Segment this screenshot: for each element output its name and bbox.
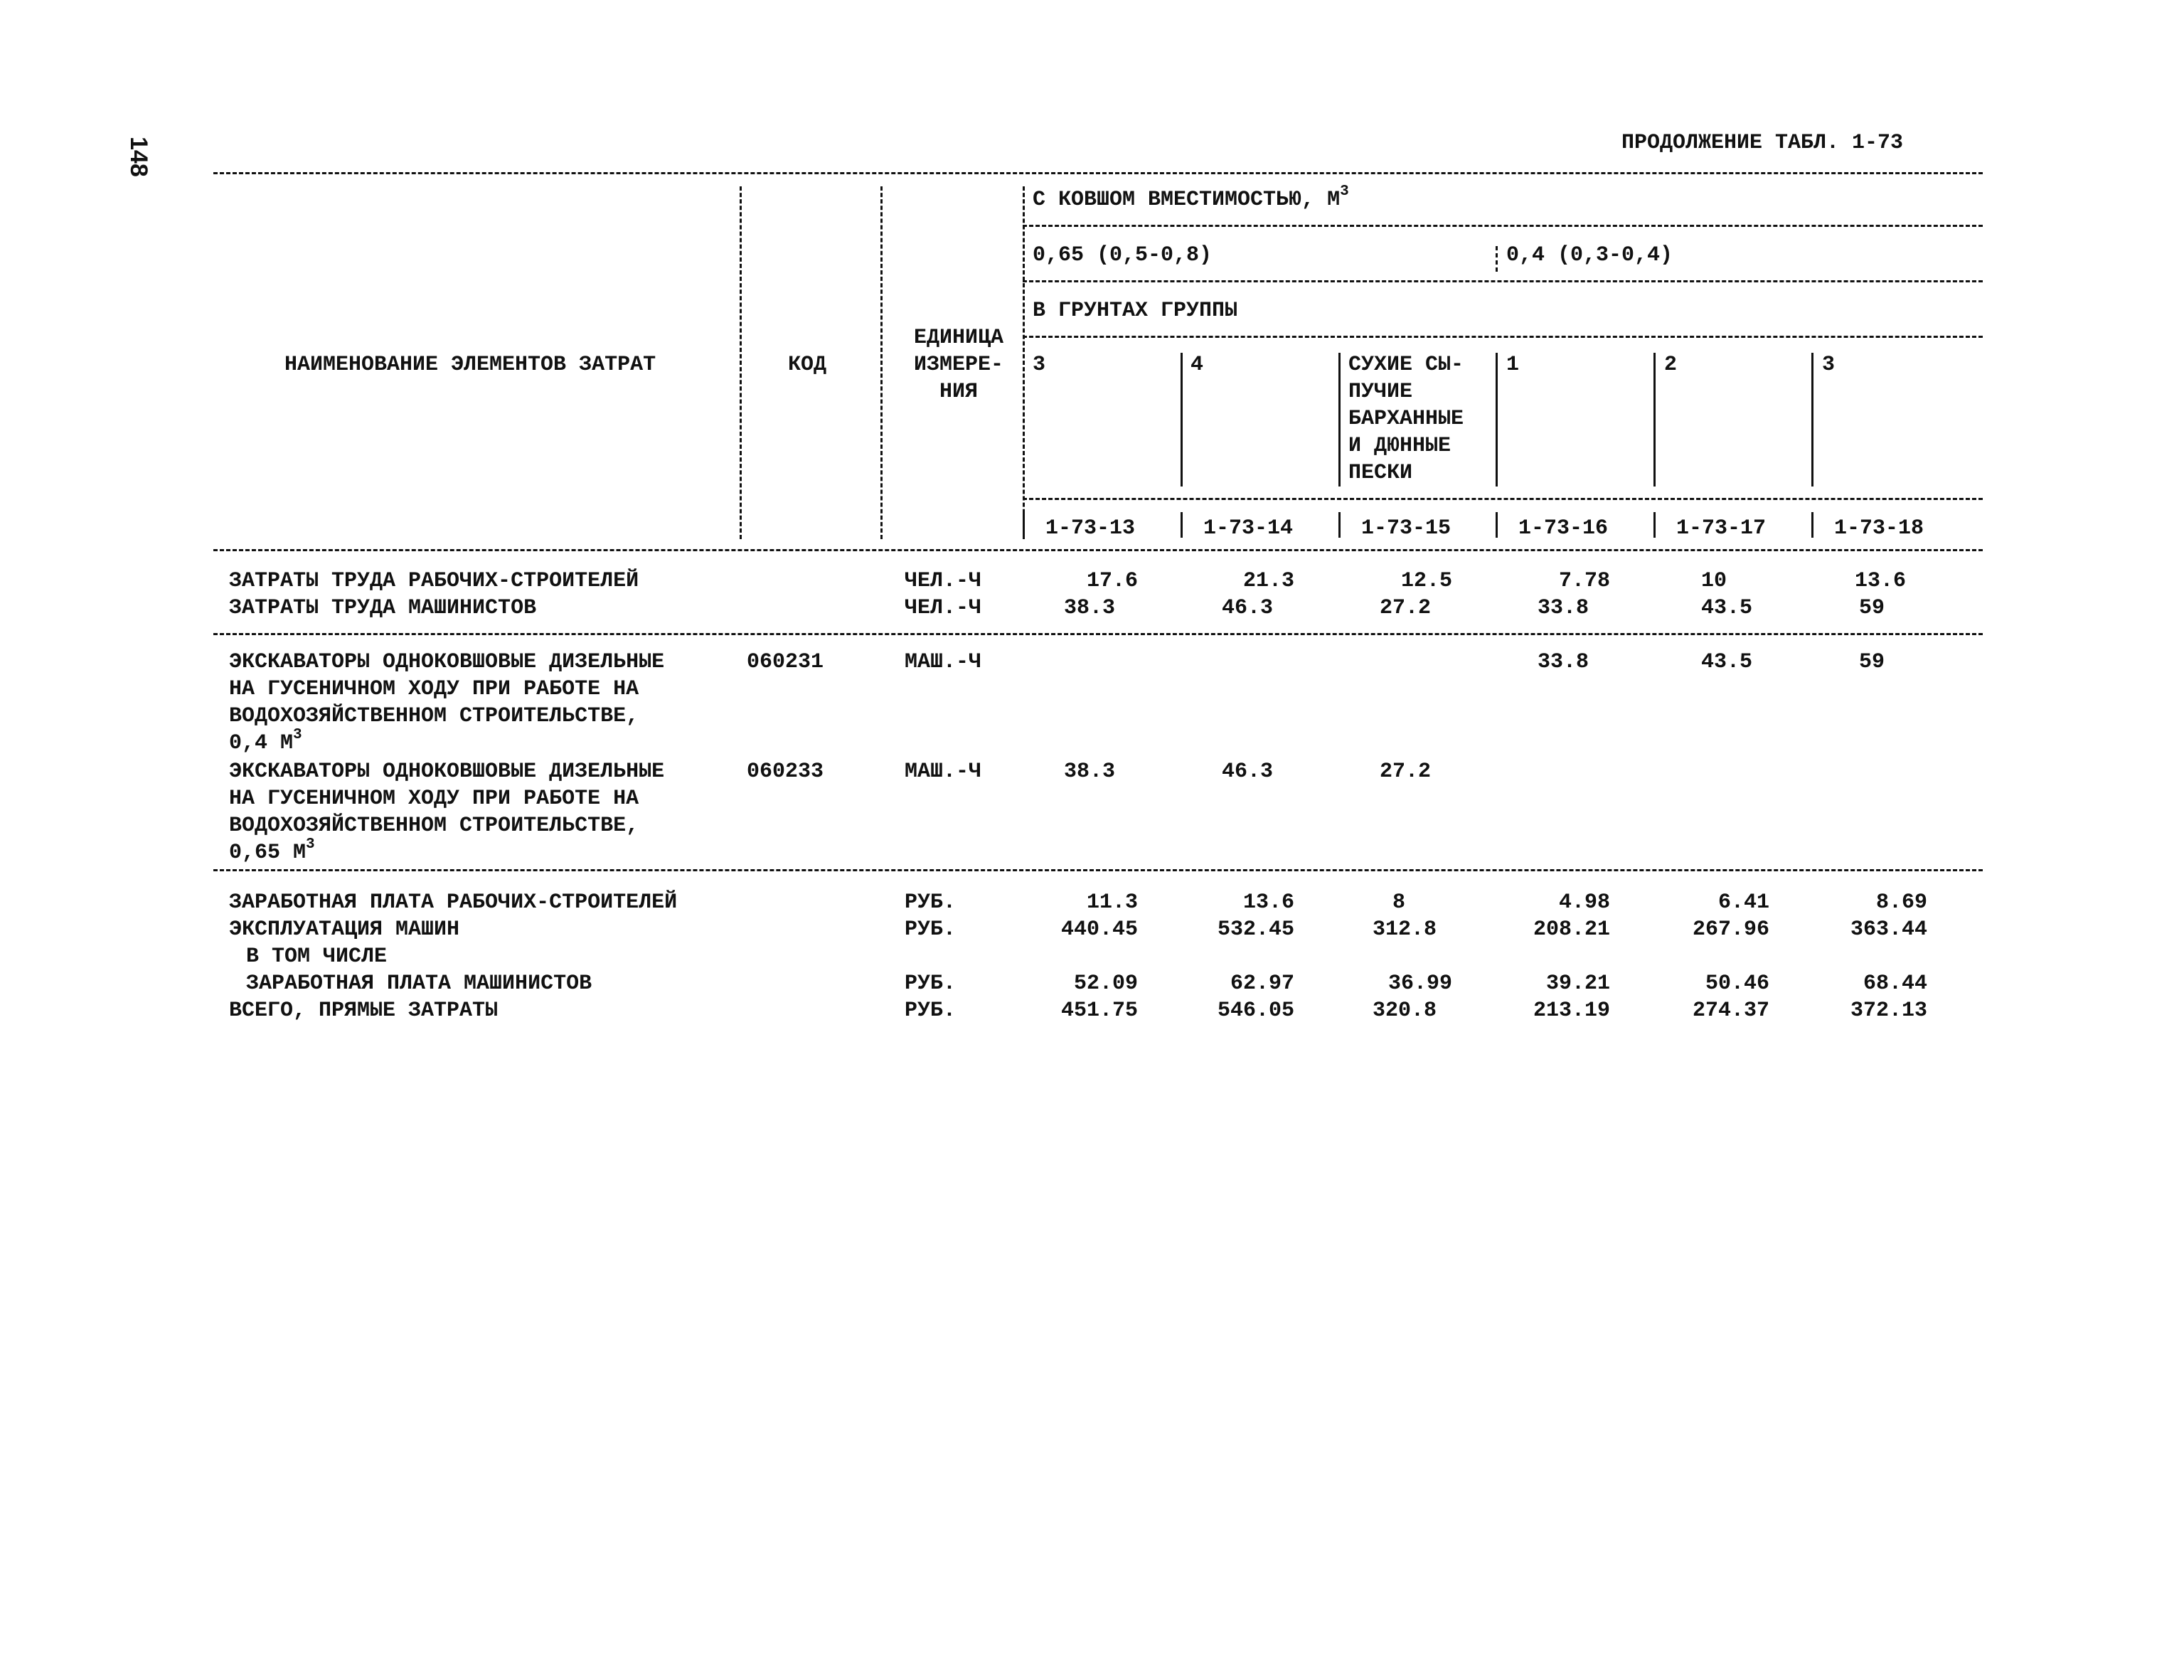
code-1-73-16: 1-73-16: [1518, 516, 1609, 541]
row-name: ВСЕГО, ПРЯМЫЕ ЗАТРАТЫ: [229, 999, 499, 1023]
cell: 8: [1392, 890, 1406, 915]
header-sand-line-3: БАРХАННЫЕ: [1348, 407, 1464, 431]
cell: 52.09: [1073, 972, 1138, 996]
row-name: ЗАТРАТЫ ТРУДА МАШИНИСТОВ: [229, 596, 537, 620]
code-1-73-13: 1-73-13: [1045, 516, 1136, 541]
header-name: НАИМЕНОВАНИЕ ЭЛЕМЕНТОВ ЗАТРАТ: [284, 353, 656, 377]
row-unit: МАШ.-Ч: [905, 650, 982, 674]
cell: 43.5: [1701, 650, 1753, 674]
header-sand-line-4: И ДЮННЫЕ: [1348, 434, 1451, 458]
header-bucket-capacity: С КОВШОМ ВМЕСТИМОСТЬЮ, $М^3$: [1033, 184, 1349, 212]
row-unit: РУБ.: [905, 999, 957, 1023]
cell: 12.5: [1400, 569, 1452, 593]
header-rule-1: [1023, 225, 1983, 227]
cell: 312.8: [1372, 918, 1437, 942]
cell: 46.3: [1222, 596, 1274, 620]
row-unit: РУБ.: [905, 918, 957, 942]
cell: 6.41: [1717, 890, 1769, 915]
cell: 532.45: [1217, 918, 1294, 942]
cell: 50.46: [1705, 972, 1769, 996]
row-unit: МАШ.-Ч: [905, 760, 982, 784]
subtotal-label: В ТОМ ЧИСЛЕ: [246, 945, 388, 969]
cell: 33.8: [1538, 650, 1589, 674]
header-soil-group: В ГРУНТАХ ГРУППЫ: [1033, 299, 1238, 323]
col-sep-g1: [1496, 353, 1498, 487]
cell: 39.21: [1545, 972, 1610, 996]
cell: 27.2: [1380, 760, 1432, 784]
cell: 451.75: [1060, 999, 1138, 1023]
cell: 546.05: [1217, 999, 1294, 1023]
cell: 7.78: [1558, 569, 1610, 593]
row-name-line: ВОДОХОЗЯЙСТВЕННОМ СТРОИТЕЛЬСТВЕ,: [229, 814, 639, 838]
section-rule-1: [213, 633, 1983, 635]
row-name-line: 0,4 $М^3$: [229, 727, 302, 755]
row-name-line: 0,65 $М^3$: [229, 836, 315, 865]
row-name-line: ВОДОХОЗЯЙСТВЕННОМ СТРОИТЕЛЬСТВЕ,: [229, 704, 639, 728]
cell: 59: [1859, 596, 1885, 620]
header-bottom-rule: [213, 549, 1983, 551]
col-sep-sand: [1338, 353, 1341, 487]
row-name-line: НА ГУСЕНИЧНОМ ХОДУ ПРИ РАБОТЕ НА: [229, 787, 639, 811]
row-unit: РУБ.: [905, 890, 957, 915]
header-group-3b: 3: [1822, 353, 1836, 377]
row-name: ЗАТРАТЫ ТРУДА РАБОЧИХ-СТРОИТЕЛЕЙ: [229, 569, 639, 593]
col-sep-name: [740, 186, 742, 539]
cell: 372.13: [1850, 999, 1927, 1023]
code-sep-5: [1653, 512, 1656, 538]
header-capacity-a: 0,65 (0,5-0,8): [1033, 243, 1213, 267]
col-sep-unit: [1023, 186, 1025, 539]
page-number: 148: [125, 137, 152, 177]
header-rule-4: [1023, 498, 1983, 500]
row-name-line: ЭКСКАВАТОРЫ ОДНОКОВШОВЫЕ ДИЗЕЛЬНЫЕ: [229, 760, 665, 784]
row-code: 060231: [747, 650, 824, 674]
cell: 4.98: [1558, 890, 1610, 915]
row-name-line: НА ГУСЕНИЧНОМ ХОДУ ПРИ РАБОТЕ НА: [229, 677, 639, 701]
cell: 21.3: [1242, 569, 1294, 593]
code-1-73-15: 1-73-15: [1361, 516, 1451, 541]
header-group-3a: 3: [1033, 353, 1046, 377]
col-sep-capacity: [1496, 246, 1498, 272]
header-code: КОД: [788, 353, 827, 377]
section-rule-2: [213, 869, 1983, 871]
cell: 208.21: [1533, 918, 1610, 942]
cell: 17.6: [1086, 569, 1138, 593]
cell: 267.96: [1692, 918, 1769, 942]
header-unit-line-2: ИЗМЕРЕ-: [913, 353, 1004, 377]
code-sep-6: [1811, 512, 1813, 538]
cell: 43.5: [1701, 596, 1753, 620]
header-unit-line-3: НИЯ: [939, 380, 978, 404]
cell: 8.69: [1875, 890, 1927, 915]
header-unit-line-1: ЕДИНИЦА: [913, 326, 1004, 350]
cell: 36.99: [1387, 972, 1452, 996]
header-group-2: 2: [1664, 353, 1678, 377]
row-name: ЗАРАБОТНАЯ ПЛАТА РАБОЧИХ-СТРОИТЕЛЕЙ: [229, 890, 678, 915]
cell: 27.2: [1380, 596, 1432, 620]
code-sep-3: [1338, 512, 1341, 538]
cell: 274.37: [1692, 999, 1769, 1023]
header-rule-3: [1023, 336, 1983, 338]
code-sep-1: [1023, 512, 1025, 538]
cell: 38.3: [1064, 760, 1116, 784]
col-sep-code: [880, 186, 883, 539]
header-sand-line-2: ПУЧИЕ: [1348, 380, 1413, 404]
cell: 13.6: [1854, 569, 1906, 593]
header-group-1: 1: [1506, 353, 1520, 377]
top-rule: [213, 172, 1983, 174]
code-sep-4: [1496, 512, 1498, 538]
cell: 11.3: [1086, 890, 1138, 915]
cell: 33.8: [1538, 596, 1589, 620]
row-code: 060233: [747, 760, 824, 784]
cell: 62.97: [1230, 972, 1294, 996]
col-sep-g2: [1653, 353, 1656, 487]
cell: 13.6: [1242, 890, 1294, 915]
code-sep-2: [1181, 512, 1183, 538]
row-unit: РУБ.: [905, 972, 957, 996]
cell: 38.3: [1064, 596, 1116, 620]
code-1-73-14: 1-73-14: [1203, 516, 1294, 541]
cell: 320.8: [1372, 999, 1437, 1023]
cell: 440.45: [1060, 918, 1138, 942]
row-name: ЗАРАБОТНАЯ ПЛАТА МАШИНИСТОВ: [246, 972, 592, 996]
cell: 213.19: [1533, 999, 1610, 1023]
row-name-line: ЭКСКАВАТОРЫ ОДНОКОВШОВЫЕ ДИЗЕЛЬНЫЕ: [229, 650, 665, 674]
row-unit: ЧЕЛ.-Ч: [905, 596, 982, 620]
code-1-73-18: 1-73-18: [1834, 516, 1924, 541]
header-sand-line-1: СУХИЕ СЫ-: [1348, 353, 1464, 377]
cell: 10: [1701, 569, 1727, 593]
code-1-73-17: 1-73-17: [1676, 516, 1767, 541]
header-sand-line-5: ПЕСКИ: [1348, 461, 1413, 485]
col-sep-g3: [1811, 353, 1813, 487]
table-continuation-caption: ПРОДОЛЖЕНИЕ ТАБЛ. 1-73: [1621, 131, 1904, 155]
header-rule-2: [1023, 280, 1983, 282]
header-capacity-b: 0,4 (0,3-0,4): [1506, 243, 1673, 267]
cell: 363.44: [1850, 918, 1927, 942]
col-sep-g4: [1181, 353, 1183, 487]
cell: 46.3: [1222, 760, 1274, 784]
cell: 59: [1859, 650, 1885, 674]
cell: 68.44: [1863, 972, 1927, 996]
row-unit: ЧЕЛ.-Ч: [905, 569, 982, 593]
row-name: ЭКСПЛУАТАЦИЯ МАШИН: [229, 918, 460, 942]
header-group-4: 4: [1190, 353, 1204, 377]
